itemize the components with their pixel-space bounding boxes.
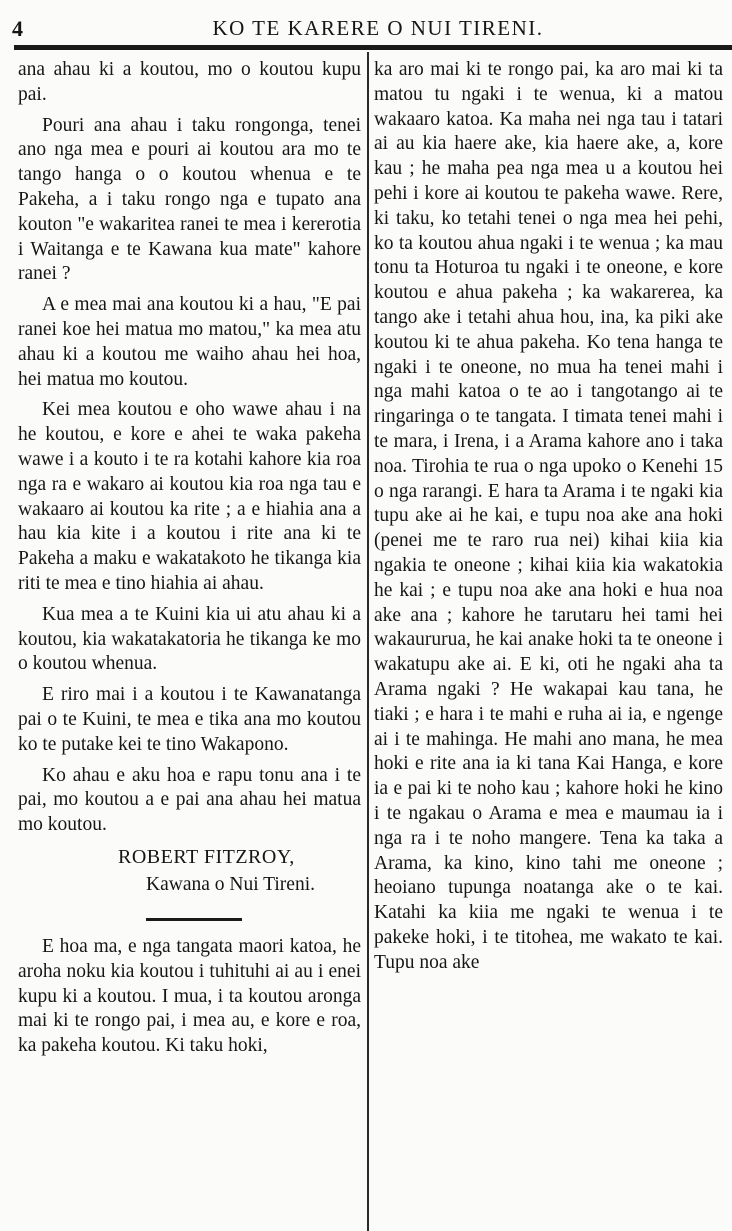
- page-header: [0, 0, 732, 44]
- paragraph: A e mea mai ana koutou ki a hau, "E pai ranei koe hei matua mo matou," ka mea atu ahau ki a koutou me waiho ahau hei hoa, hei matua mo koutou.: [18, 294, 361, 390]
- letter-paragraph: E hoa ma, e nga tangata maori katoa, he aroha noku kia koutou i tuhituhi ai au i enei kupu ki a koutou. I mua, i ta koutou aronga mai ki te rongo pai, i mea au, e kore e roa, ka pakeha koutou. Ki taku hoki,: [18, 935, 361, 1057]
- right-column: [374, 58, 723, 981]
- masthead-title: KO TE KARERE O NUI TIRENI.: [212, 16, 544, 40]
- paragraph: Kua mea a te Kuini kia ui atu ahau ki a koutou, kia wakatakatoria he tikanga ke mo o koutou whenua.: [18, 603, 361, 675]
- section-divider: [146, 918, 242, 921]
- column-divider: [367, 52, 369, 1231]
- left-column: [18, 58, 361, 1065]
- header-rule: [14, 45, 732, 50]
- page-number: 4: [12, 16, 23, 41]
- signature-name: ROBERT FITZROY,: [118, 845, 295, 868]
- paragraph: Ko ahau e aku hoa e rapu tonu ana i te pai, mo koutou a e pai ana ahau hei matua mo koutou.: [18, 764, 361, 836]
- signature-title: Kawana o Nui Tireni.: [146, 873, 315, 895]
- paragraph: E riro mai i a koutou i te Kawanatanga pai o te Kuini, te mea e tika ana mo koutou ko te putake kei te tino Wakapono.: [18, 684, 361, 755]
- paragraph: ka aro mai ki te rongo pai, ka aro mai ki ta matou tu ngaki i te wenua, ki a matou wakaaro katoa. Ka maha nei nga tau i tatari ai au kia haere ake, kia haere ake, a, kore kau ; he maha pea nga mea u a koutou hei pehi i kore ai koutou te pakeha wawe. Rere, ki taku, ko tetahi tenei o nga mea hei pehi, ko ta koutou ahua ngaki i te wenua ; ka mau tonu ta Hoturoa tu ngaki i te oneone, e kore koutou e ahua pakeha ; ka wakarerea, ka tango ake i tetahi ahua hou, ina, ka piki ake koutou ki te ahua pakeha. Ko tena hanga te ngaki i te oneone, no mua ha tenei mahi i nga mahi katoa o te ao i tangotango ai te ringaringa o te tangata. I timata tenei mahi i te mara, i Irena, i a Arama kahore ano i taka noa. Tirohia te rua o nga upoko o Kenehi 15 o nga rarangi. E hara ta Arama i te ngaki kia tupu ake ai he kai, e tupu noa ake ana hoki (penei me te raro rua nei) kihai kiia kia ngakia te oneone ; kihai kiia kia wakatokia he kai ; e tupu noa ake ana hoki e hua noa ake ana ; kahore he tarutaru hei tami hei wakaururua, he kai anake hoki ta te oneone i wakatupu ake ai. E ki, oti he ngaki aha ta Arama ngaki ? He wakapai kau tana, he tiaki ; e hara i te mahi e ruha ai ia, e ngenge ai i te mahinga. He mahi ano mana, he mea hoki e rite ana ia ki tana Kai Hanga, e kore ia e pai ki te noho kau ; kahore hoki he kino i te ngakau o Arama e mea e maumau ia i nga ra i te noho mangere. Tena ka taka a Arama, ka kino, kino tahi me oneone ; heoiano tupunga noatanga ake o te kai. Katahi ka kiia me ngaki te wenua i te pakeke hoki, i te titohea, me wakato te kai. Tupu noa ake: [374, 59, 723, 973]
- paragraph: Kei mea koutou e oho wawe ahau i na he koutou, e kore e ahei te waka pakeha wawe i a kouto i te ra kotahi kahore kia roa nga ra e wakaro ai koutou kia roa nga tau e wakaaro ai koutou ka rite ; a e hiahia ana a hau kia kite i a koutou i rite ana ki te Pakeha a maku e wakatakoto he tikanga kia riti te mea e tino hiahia ai ahau.: [18, 399, 361, 594]
- paragraph: Pouri ana ahau i taku rongonga, tenei ano nga mea e pouri ai koutou ara mo te tango hanga o o koutou whenua e te Pakeha, a i taku rongo nga e tupato ana kouton "e wakaritea ranei te mea i kererotia i Waitanga e te Kawana kua mate" kahore ranei ?: [18, 114, 361, 285]
- paragraph: ana ahau ki a koutou, mo o koutou kupu pai.: [18, 59, 361, 105]
